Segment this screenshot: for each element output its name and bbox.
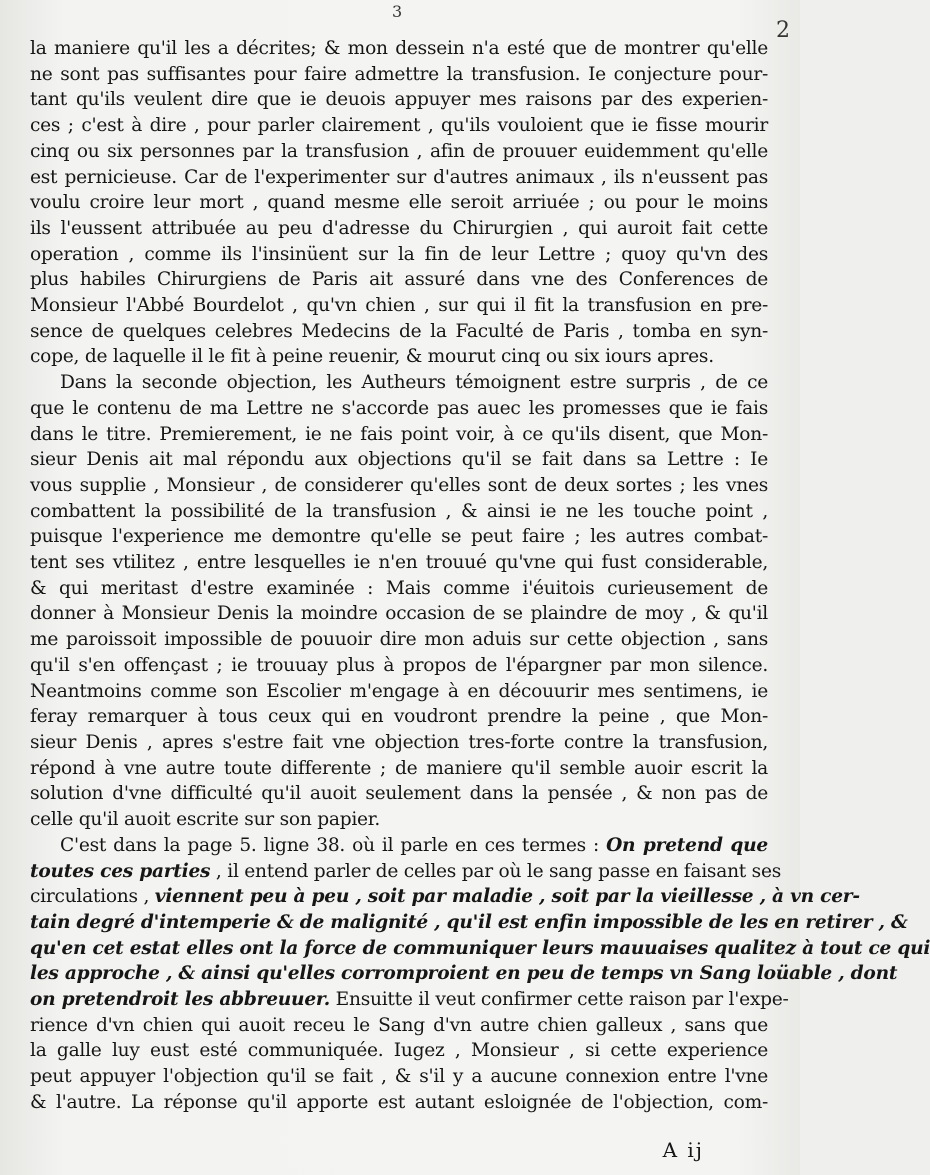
text-line: feray remarquer à tous ceux qui en voudront prendre la peine , que Mon- bbox=[30, 706, 768, 728]
italic-quotation: viennent peu à peu , soit par maladie , soit par la vieillesse , à vn cer- bbox=[154, 886, 860, 908]
text-line: Neantmoins comme son Escolier m'engage à en découurir mes sentimens, ie bbox=[30, 680, 768, 702]
text-line: ils l'eussent attribuée au peu d'adresse du Chirurgien , qui auroit fait cette bbox=[30, 217, 768, 239]
text-line bbox=[30, 910, 908, 936]
text-line: peut appuyer l'objection qu'il se fait , & s'il y a aucune connexion entre l'vne bbox=[30, 1066, 768, 1088]
body-text bbox=[30, 36, 930, 1116]
text-line: solution d'vne difficulté qu'il auoit seulement dans la pensée , & non pas de bbox=[30, 783, 768, 805]
italic-quotation: On pretend que bbox=[606, 834, 768, 856]
text-line bbox=[30, 961, 898, 987]
text-run: , il entend parler de celles par où le sang passe en faisant ses bbox=[210, 860, 782, 882]
text-line: cope, de laquelle il le fit à peine reuenir, & mourut cinq ou six iours apres. bbox=[30, 346, 714, 368]
italic-quotation: qu'en cet estat elles ont la force de communiquer leurs mauuaises qualitez à tout ce qui bbox=[30, 937, 930, 959]
text-line: puisque l'experience me demontre qu'elle se peut faire ; les autres combat- bbox=[30, 526, 768, 548]
text-line bbox=[30, 987, 789, 1013]
text-line bbox=[30, 833, 768, 859]
text-line: Dans la seconde objection, les Autheurs témoignent estre surpris , de ce bbox=[60, 372, 768, 394]
text-line: vous supplie , Monsieur , de considerer qu'elles sont de deux sortes ; les vnes bbox=[30, 474, 768, 496]
text-line: dans le titre. Premierement, ie ne fais point voir, à ce qu'ils disent, que Mon- bbox=[30, 423, 768, 445]
text-line: la maniere qu'il les a décrites; & mon dessein n'a esté que de montrer qu'elle bbox=[30, 38, 768, 59]
corner-page-number: 2 bbox=[776, 18, 790, 43]
text-line: sieur Denis ait mal répondu aux objections qu'il se fait dans sa Lettre : Ie bbox=[30, 449, 768, 471]
text-run: circulations , bbox=[30, 886, 155, 908]
text-line: ne sont pas suffisantes pour faire admettre la transfusion. Ie conjecture pour- bbox=[30, 63, 768, 85]
text-line: tent ses vtilitez , entre lesquelles ie n'en trouué qu'vne qui fust considerable, bbox=[30, 552, 768, 574]
italic-quotation: tain degré d'intemperie & de malignité , qu'il est enfin impossible de les en retirer , & bbox=[30, 911, 908, 933]
text-line: combattent la possibilité de la transfusion , & ainsi ie ne les touche point , bbox=[30, 500, 768, 522]
text-line: donner à Monsieur Denis la moindre occasion de se plaindre de moy , & qu'il bbox=[30, 603, 768, 625]
text-line: rience d'vn chien qui auoit receu le Sang d'vn autre chien galleux , sans que bbox=[30, 1014, 768, 1036]
text-line: est pernicieuse. Car de l'experimenter sur d'autres animaux , ils n'eussent pas bbox=[30, 166, 768, 188]
text-line: cinq ou six personnes par la transfusion , afin de prouuer euidemment qu'elle bbox=[30, 140, 768, 162]
text-line: celle qu'il auoit escrite sur son papier. bbox=[30, 809, 381, 831]
text-line: ces ; c'est à dire , pour parler clairement , qu'ils vouloient que ie fisse mourir bbox=[30, 115, 768, 137]
text-run: C'est dans la page 5. ligne 38. où il parle en ces termes : bbox=[60, 834, 607, 856]
text-line: & qui meritast d'estre examinée : Mais comme i'éuitois curieusement de bbox=[30, 577, 768, 599]
text-line: me paroissoit impossible de pouuoir dire mon aduis sur cette objection , sans bbox=[30, 629, 768, 651]
text-line: voulu croire leur mort , quand mesme elle seroit arriuée ; ou pour le moins bbox=[30, 192, 768, 214]
text-line: Monsieur l'Abbé Bourdelot , qu'vn chien , sur qui il fit la transfusion en pre- bbox=[30, 295, 768, 317]
text-line: qu'il s'en offençast ; ie trouuay plus à propos de l'épargner par mon silence. bbox=[30, 654, 768, 676]
text-line bbox=[30, 936, 930, 962]
text-line: la galle luy eust esté communiquée. Iugez , Monsieur , si cette experience bbox=[30, 1040, 768, 1062]
text-line bbox=[30, 884, 860, 910]
printer-signature: A ij bbox=[662, 1138, 704, 1162]
text-line: répond à vne autre toute differente ; de maniere qu'il semble auoir escrit la bbox=[30, 757, 768, 779]
italic-quotation: les approche , & ainsi qu'elles corromproient en peu de temps vn Sang loüable , dont bbox=[30, 963, 898, 985]
text-run: Ensuitte il veut confirmer cette raison par l'expe- bbox=[329, 989, 789, 1011]
text-line: & l'autre. La réponse qu'il apporte est autant esloignée de l'objection, com- bbox=[30, 1091, 768, 1113]
text-line: sieur Denis , apres s'estre fait vne objection tres-forte contre la transfusion, bbox=[30, 731, 768, 753]
page-folio: 3 bbox=[392, 2, 403, 21]
italic-quotation: on pretendroit les abbreuuer. bbox=[30, 989, 330, 1011]
text-line: tant qu'ils veulent dire que ie deuois appuyer mes raisons par des experien- bbox=[30, 89, 768, 111]
text-line: operation , comme ils l'insinüent sur la fin de leur Lettre ; quoy qu'vn des bbox=[30, 243, 768, 265]
text-line: plus habiles Chirurgiens de Paris ait assuré dans vne des Conferences de bbox=[30, 269, 768, 291]
text-line: que le contenu de ma Lettre ne s'accorde pas auec les promesses que ie fais bbox=[30, 397, 768, 419]
italic-quotation: toutes ces parties bbox=[30, 860, 211, 882]
text-line: sence de quelques celebres Medecins de la Faculté de Paris , tomba en syn- bbox=[30, 320, 768, 342]
text-line bbox=[30, 859, 782, 885]
